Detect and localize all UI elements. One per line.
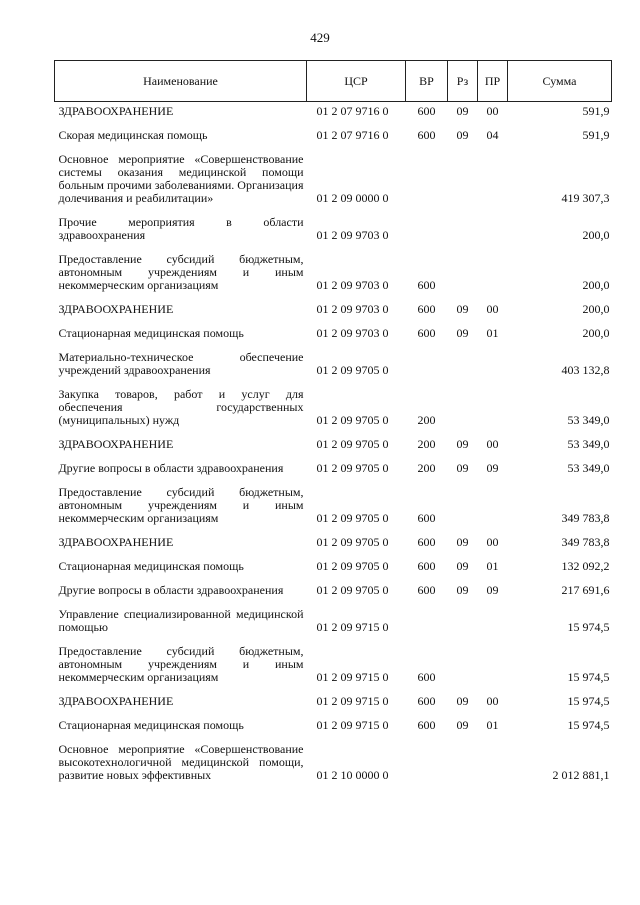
cell-name: Скорая медицинская помощь	[58, 128, 208, 142]
cell-rz: 09	[456, 302, 469, 316]
cell-rz: 09	[456, 559, 469, 573]
cell-pr	[478, 150, 508, 205]
cell-vr: 600	[417, 128, 436, 142]
table-row	[55, 642, 612, 684]
cell-vr: 600	[417, 670, 436, 684]
cell-pr: 00	[486, 437, 499, 451]
cell-pr	[478, 250, 508, 292]
table-row	[55, 348, 612, 377]
cell-name: Стационарная медицинская помощь	[58, 326, 244, 340]
cell-pr	[478, 348, 508, 377]
cell-name: Предоставление субсидий бюджетным, автономным учреждениям и иным некоммерческим организациям	[58, 644, 304, 684]
header-pr: ПР	[478, 61, 508, 102]
row-spacer-cell	[55, 377, 612, 385]
row-spacer	[55, 377, 612, 385]
row-spacer	[55, 525, 612, 533]
cell-sum: 419 307,3	[561, 191, 610, 205]
cell-name: Основное мероприятие «Совершенствование высокотехнологичной медицинской помощи, развитие новых эффективных	[58, 742, 304, 782]
cell-pr: 09	[486, 583, 499, 597]
row-spacer-cell	[55, 142, 612, 150]
cell-rz	[448, 213, 478, 242]
cell-vr: 200	[417, 413, 436, 427]
cell-vr: 600	[417, 535, 436, 549]
cell-csr: 01 2 09 9705 0	[316, 535, 389, 549]
cell-csr: 01 2 09 9705 0	[316, 413, 389, 427]
row-spacer	[55, 597, 612, 605]
cell-name: Управление специализированной медицинской помощью	[58, 607, 304, 634]
header-csr: ЦСР	[307, 61, 406, 102]
cell-vr: 600	[417, 104, 436, 118]
cell-rz	[448, 348, 478, 377]
row-spacer	[55, 708, 612, 716]
cell-pr: 01	[486, 326, 499, 340]
table-row	[55, 605, 612, 634]
cell-csr: 01 2 09 9703 0	[316, 302, 389, 316]
cell-sum: 200,0	[582, 228, 610, 242]
table-row	[55, 324, 612, 340]
row-spacer	[55, 316, 612, 324]
cell-pr: 00	[486, 104, 499, 118]
cell-sum: 349 783,8	[561, 511, 610, 525]
cell-rz: 09	[456, 535, 469, 549]
cell-sum: 200,0	[582, 278, 610, 292]
row-spacer	[55, 684, 612, 692]
cell-pr: 01	[486, 718, 499, 732]
cell-vr: 200	[417, 461, 436, 475]
cell-rz: 09	[456, 718, 469, 732]
row-spacer-cell	[55, 732, 612, 740]
cell-name: ЗДРАВООХРАНЕНИЕ	[58, 104, 174, 118]
table-row	[55, 126, 612, 142]
cell-pr	[478, 483, 508, 525]
cell-name: Стационарная медицинская помощь	[58, 718, 244, 732]
cell-vr	[406, 150, 448, 205]
cell-name: ЗДРАВООХРАНЕНИЕ	[58, 437, 174, 451]
cell-csr: 01 2 09 9715 0	[316, 620, 389, 634]
cell-vr: 600	[417, 302, 436, 316]
header-rz: Рз	[448, 61, 478, 102]
cell-vr: 600	[417, 278, 436, 292]
row-spacer	[55, 549, 612, 557]
cell-name: Прочие мероприятия в области здравоохранения	[58, 215, 304, 242]
cell-vr: 600	[417, 559, 436, 573]
cell-sum: 15 974,5	[567, 694, 610, 708]
table-row	[55, 250, 612, 292]
cell-pr: 00	[486, 302, 499, 316]
row-spacer-cell	[55, 292, 612, 300]
cell-pr: 09	[486, 461, 499, 475]
cell-sum: 591,9	[582, 104, 610, 118]
cell-sum: 403 132,8	[561, 363, 610, 377]
page-number: 429	[310, 30, 330, 45]
table-row	[55, 716, 612, 732]
cell-vr	[406, 740, 448, 782]
cell-vr: 600	[417, 511, 436, 525]
cell-rz	[448, 250, 478, 292]
row-spacer	[55, 340, 612, 348]
row-spacer-cell	[55, 573, 612, 581]
row-spacer	[55, 634, 612, 642]
table-row	[55, 435, 612, 451]
cell-csr: 01 2 09 9703 0	[316, 326, 389, 340]
row-spacer	[55, 118, 612, 126]
row-spacer-cell	[55, 340, 612, 348]
cell-vr: 600	[417, 694, 436, 708]
cell-sum: 591,9	[582, 128, 610, 142]
cell-pr: 00	[486, 694, 499, 708]
cell-vr	[406, 213, 448, 242]
cell-csr: 01 2 07 9716 0	[316, 104, 389, 118]
row-spacer	[55, 205, 612, 213]
table-row	[55, 213, 612, 242]
cell-pr	[478, 385, 508, 427]
row-spacer-cell	[55, 684, 612, 692]
cell-name: Предоставление субсидий бюджетным, автономным учреждениям и иным некоммерческим организациям	[58, 485, 304, 525]
cell-csr: 01 2 09 9715 0	[316, 718, 389, 732]
cell-name: Материально-техническое обеспечение учреждений здравоохранения	[58, 350, 304, 377]
row-spacer-cell	[55, 597, 612, 605]
cell-pr	[478, 213, 508, 242]
row-spacer-cell	[55, 118, 612, 126]
table-row	[55, 102, 612, 119]
cell-csr: 01 2 09 0000 0	[316, 191, 389, 205]
cell-rz: 09	[456, 583, 469, 597]
cell-rz: 09	[456, 437, 469, 451]
header-name: Наименование	[55, 61, 307, 102]
cell-name: Другие вопросы в области здравоохранения	[58, 461, 284, 475]
cell-name: ЗДРАВООХРАНЕНИЕ	[58, 535, 174, 549]
cell-rz: 09	[456, 694, 469, 708]
table-row	[55, 459, 612, 475]
cell-sum: 200,0	[582, 326, 610, 340]
cell-sum: 53 349,0	[567, 413, 610, 427]
cell-csr: 01 2 10 0000 0	[316, 768, 389, 782]
cell-sum: 53 349,0	[567, 461, 610, 475]
cell-csr: 01 2 09 9705 0	[316, 461, 389, 475]
row-spacer-cell	[55, 708, 612, 716]
cell-vr	[406, 605, 448, 634]
cell-sum: 15 974,5	[567, 620, 610, 634]
cell-vr: 200	[417, 437, 436, 451]
cell-name: ЗДРАВООХРАНЕНИЕ	[58, 302, 174, 316]
cell-csr: 01 2 09 9705 0	[316, 511, 389, 525]
cell-sum: 132 092,2	[561, 559, 610, 573]
cell-name: Закупка товаров, работ и услуг для обеспечения государственных (муниципальных) нужд	[58, 387, 304, 427]
table-row	[55, 483, 612, 525]
table-body	[55, 102, 612, 783]
row-spacer-cell	[55, 549, 612, 557]
cell-rz: 09	[456, 128, 469, 142]
cell-rz: 09	[456, 326, 469, 340]
cell-sum: 15 974,5	[567, 718, 610, 732]
cell-rz	[448, 740, 478, 782]
row-spacer	[55, 242, 612, 250]
cell-rz	[448, 642, 478, 684]
row-spacer-cell	[55, 427, 612, 435]
header-sum: Сумма	[508, 61, 612, 102]
cell-sum: 217 691,6	[561, 583, 610, 597]
cell-vr: 600	[417, 583, 436, 597]
cell-name: ЗДРАВООХРАНЕНИЕ	[58, 694, 174, 708]
cell-name: Предоставление субсидий бюджетным, автономным учреждениям и иным некоммерческим организациям	[58, 252, 304, 292]
header-vr: ВР	[406, 61, 448, 102]
cell-pr	[478, 605, 508, 634]
cell-vr	[406, 348, 448, 377]
row-spacer-cell	[55, 451, 612, 459]
cell-csr: 01 2 09 9715 0	[316, 694, 389, 708]
row-spacer-cell	[55, 475, 612, 483]
table-row	[55, 692, 612, 708]
row-spacer	[55, 573, 612, 581]
row-spacer	[55, 732, 612, 740]
row-spacer-cell	[55, 242, 612, 250]
cell-vr: 600	[417, 326, 436, 340]
cell-pr: 04	[486, 128, 499, 142]
budget-table	[54, 60, 612, 782]
cell-name: Другие вопросы в области здравоохранения	[58, 583, 284, 597]
cell-csr: 01 2 07 9716 0	[316, 128, 389, 142]
cell-csr: 01 2 09 9705 0	[316, 363, 389, 377]
cell-name: Стационарная медицинская помощь	[58, 559, 244, 573]
cell-csr: 01 2 09 9703 0	[316, 278, 389, 292]
cell-name: Основное мероприятие «Совершенствование системы оказания медицинской помощи больным прочими заболеваниями. Организация долечивания и реабилитации»	[58, 152, 304, 205]
table-row	[55, 385, 612, 427]
cell-sum: 53 349,0	[567, 437, 610, 451]
row-spacer	[55, 142, 612, 150]
cell-rz: 09	[456, 104, 469, 118]
cell-sum: 2 012 881,1	[552, 768, 610, 782]
cell-csr: 01 2 09 9715 0	[316, 670, 389, 684]
cell-csr: 01 2 09 9703 0	[316, 228, 389, 242]
cell-rz: 09	[456, 461, 469, 475]
row-spacer-cell	[55, 634, 612, 642]
table-row	[55, 740, 612, 782]
row-spacer-cell	[55, 316, 612, 324]
header-row	[55, 61, 612, 102]
cell-pr	[478, 740, 508, 782]
cell-sum: 200,0	[582, 302, 610, 316]
row-spacer	[55, 427, 612, 435]
table-row	[55, 581, 612, 597]
table-header	[55, 61, 612, 102]
cell-pr: 00	[486, 535, 499, 549]
table-row	[55, 300, 612, 316]
table-row	[55, 533, 612, 549]
cell-rz	[448, 483, 478, 525]
cell-rz	[448, 385, 478, 427]
row-spacer	[55, 475, 612, 483]
cell-csr: 01 2 09 9705 0	[316, 559, 389, 573]
cell-pr	[478, 642, 508, 684]
row-spacer	[55, 292, 612, 300]
row-spacer-cell	[55, 205, 612, 213]
cell-vr: 600	[417, 718, 436, 732]
cell-csr: 01 2 09 9705 0	[316, 583, 389, 597]
row-spacer-cell	[55, 525, 612, 533]
cell-rz	[448, 150, 478, 205]
cell-sum: 349 783,8	[561, 535, 610, 549]
cell-rz	[448, 605, 478, 634]
cell-csr: 01 2 09 9705 0	[316, 437, 389, 451]
cell-sum: 15 974,5	[567, 670, 610, 684]
row-spacer	[55, 451, 612, 459]
cell-pr: 01	[486, 559, 499, 573]
table-row	[55, 150, 612, 205]
table-row	[55, 557, 612, 573]
